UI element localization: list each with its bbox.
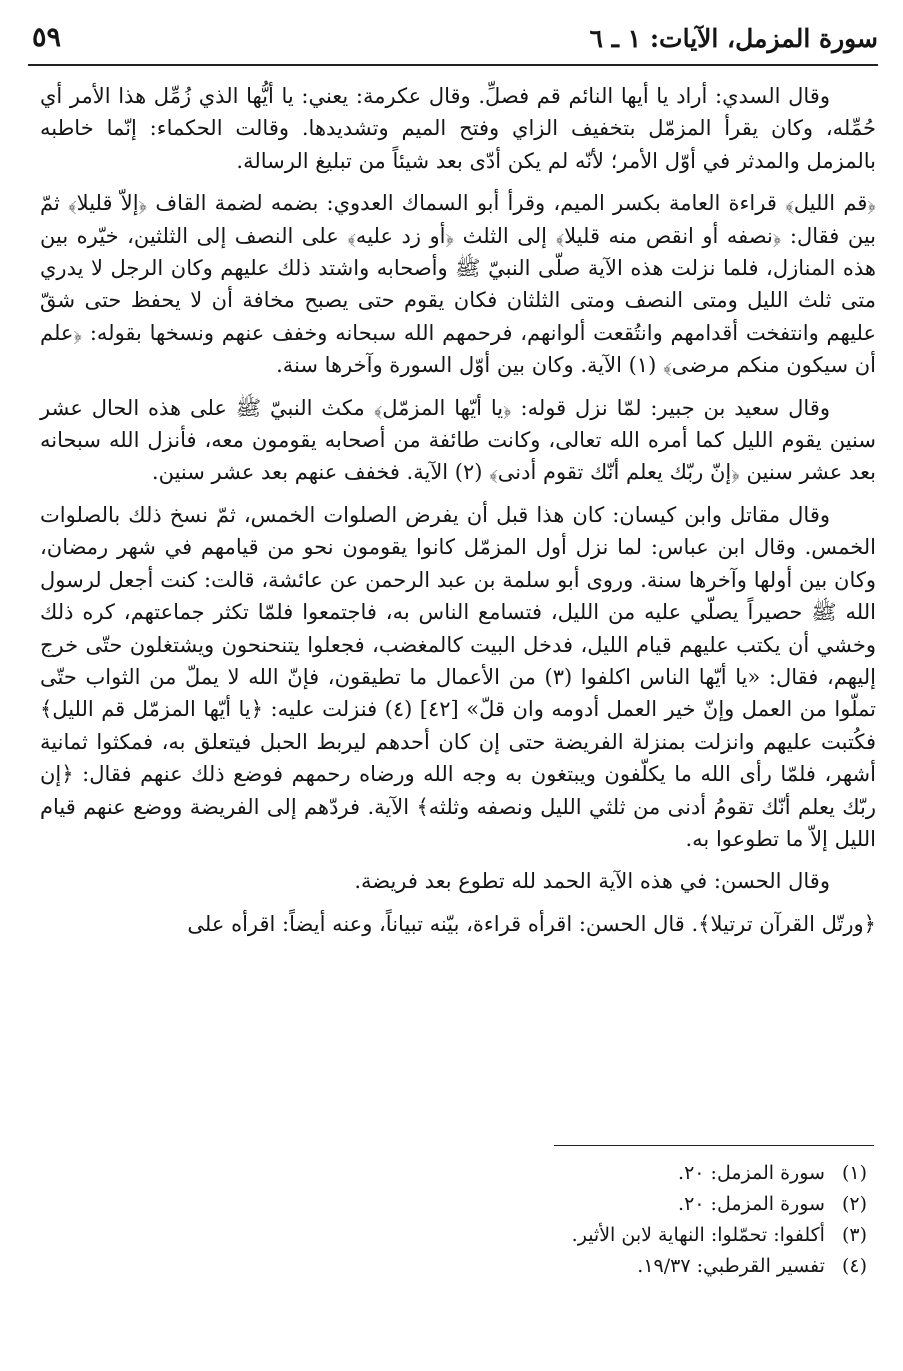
footnote-number: (٤): [841, 1255, 867, 1277]
footnotes: [267, 1158, 867, 1282]
paragraph-4: وقال مقاتل وابن كيسان: كان هذا قبل أن يفرض الصلوات الخمس، ثمّ نسخ ذلك بالصلوات الخمس. وقال ابن عباس: لما نزل أول المزمّل كانوا يقومون نحو من قيامهم في شهر رمضان، وكان بين أولها وآخرها سنة. وروى أبو سلمة بن عبد الرحمن عن عائشة، قالت: كنت أجعل لرسول الله ﷺ حصيراً يصلّي عليه من الليل، فتسامع الناس به، فاجتمعوا فلمّا تكثر جماعتهم، كره ذلك وخشي أن يكتب عليهم قيام الليل، فدخل البيت كالمغضب، فجعلوا يتنحنحون ويشتغلون حتّى خرج إليهم، فقال: «يا أيّها الناس اكلفوا (٣) من الأعمال ما تطيقون، فإنّ الله لا يملّ من الثواب حتّى تملّوا من العمل وإنّ خير العمل أدومه وان قلّ» [٤٢] (٤) فنزلت عليه: ﴿يا أيّها المزمّل قم الليل﴾ فكُتبت عليهم وانزلت بمنزلة الفريضة حتى إن كان أحدهم ليربط الحبل فيتعلق به، فمكثوا ثمانية أشهر، فلمّا رأى الله ما يكلّفون ويبتغون به وجه الله ورضاه رحمهم فوضع ذلك عنهم فقال: ﴿إن ربّك يعلم أنّك تقومُ أدنى من ثلثي الليل ونصفه وثلثه﴾ الآية. فردّهم إلى الفريضة ووضع عنهم قيام الليل إلاّ ما تطوعوا به.: [40, 502, 877, 851]
footnote-text: سورة المزمل: ٢٠.: [678, 1162, 825, 1184]
main-text: [40, 80, 876, 950]
paragraph-5: وقال الحسن: في هذه الآية الحمد لله تطوع بعد فريضة.: [354, 869, 830, 894]
paragraph-6: ﴿ورتّل القرآن ترتيلا﴾. قال الحسن: اقرأه قراءة، بيّنه تبياناً، وعنه أيضاً: اقرأه على: [187, 911, 876, 936]
footnote-1: [267, 1158, 867, 1189]
paragraph-1: وقال السدي: أراد يا أيها النائم قم فصلِّ. وقال عكرمة: يعني: يا أيُّها الذي زُمِّل هذا الأمر أي حُمِّله، وكان يقرأ المزمّل بتخفيف الزاي وفتح الميم وتشديدها. وقالت الحكماء: إنّما خاطبه بالمزمل والمدثر في أوّل الأمر؛ لأنّه لم يكن أدّى بعد شيئاً من تبليغ الرسالة.: [40, 84, 876, 173]
footnote-text: سورة المزمل: ٢٠.: [678, 1193, 825, 1215]
paragraph-3: وقال سعيد بن جبير: لمّا نزل قوله: ﴿يا أيّها المزمّل﴾ مكث النبيّ ﷺ على هذه الحال عشر سنين يقوم الليل كما أمره الله تعالى، وكانت طائفة من أصحابه يقومون معه، فأنزل الله سبحانه بعد عشر سنين ﴿إنّ ربّك يعلم أنّك تقوم أدنى﴾ (٢) الآية. فخفف عنهم بعد عشر سنين.: [40, 395, 876, 485]
footnote-number: (١): [841, 1162, 867, 1184]
page-number: ٥٩: [32, 22, 62, 53]
paragraph-2: ﴿قم الليل﴾ قراءة العامة بكسر الميم، وقرأ أبو السماك العدوي: بضمه لضمة القاف ﴿إلاّ قليلا﴾ ثمّ بين فقال: ﴿نصفه أو انقص منه قليلا﴾ إلى الثلث ﴿أو زد عليه﴾ على النصف إلى الثلثين، خيّره بين هذه المنازل، فلما نزلت هذه الآية صلّى النبيّ ﷺ وأصحابه واشتد ذلك عليهم وكان الرجل لا يدري متى ثلث الليل ومتى النصف ومتى الثلثان فكان يقوم حتى يصبح مخافة أن لا يحفظ حتى شقّ عليهم وانتفخت أقدامهم وانتُقعت ألوانهم، فرحمهم الله سبحانه وخفف عنهم ونسخها بقوله: ﴿علم أن سيكون منكم مرضى﴾ (١) الآية. وكان بين أوّل السورة وآخرها سنة.: [40, 191, 876, 378]
footnote-number: (٣): [841, 1224, 867, 1246]
footnote-3: [267, 1220, 867, 1251]
footnote-2: [267, 1189, 867, 1220]
footnote-number: (٢): [841, 1193, 867, 1215]
footnote-text: تفسير القرطبي: ١٩/٣٧.: [637, 1255, 825, 1277]
running-title: سورة المزمل، الآيات: ١ ـ ٦: [589, 24, 878, 53]
footnote-text: أكلفوا: تحمّلوا: النهاية لابن الأثير.: [571, 1224, 825, 1246]
footnote-separator: [554, 1145, 874, 1146]
page-header: [28, 18, 878, 66]
footnote-4: [267, 1251, 867, 1282]
